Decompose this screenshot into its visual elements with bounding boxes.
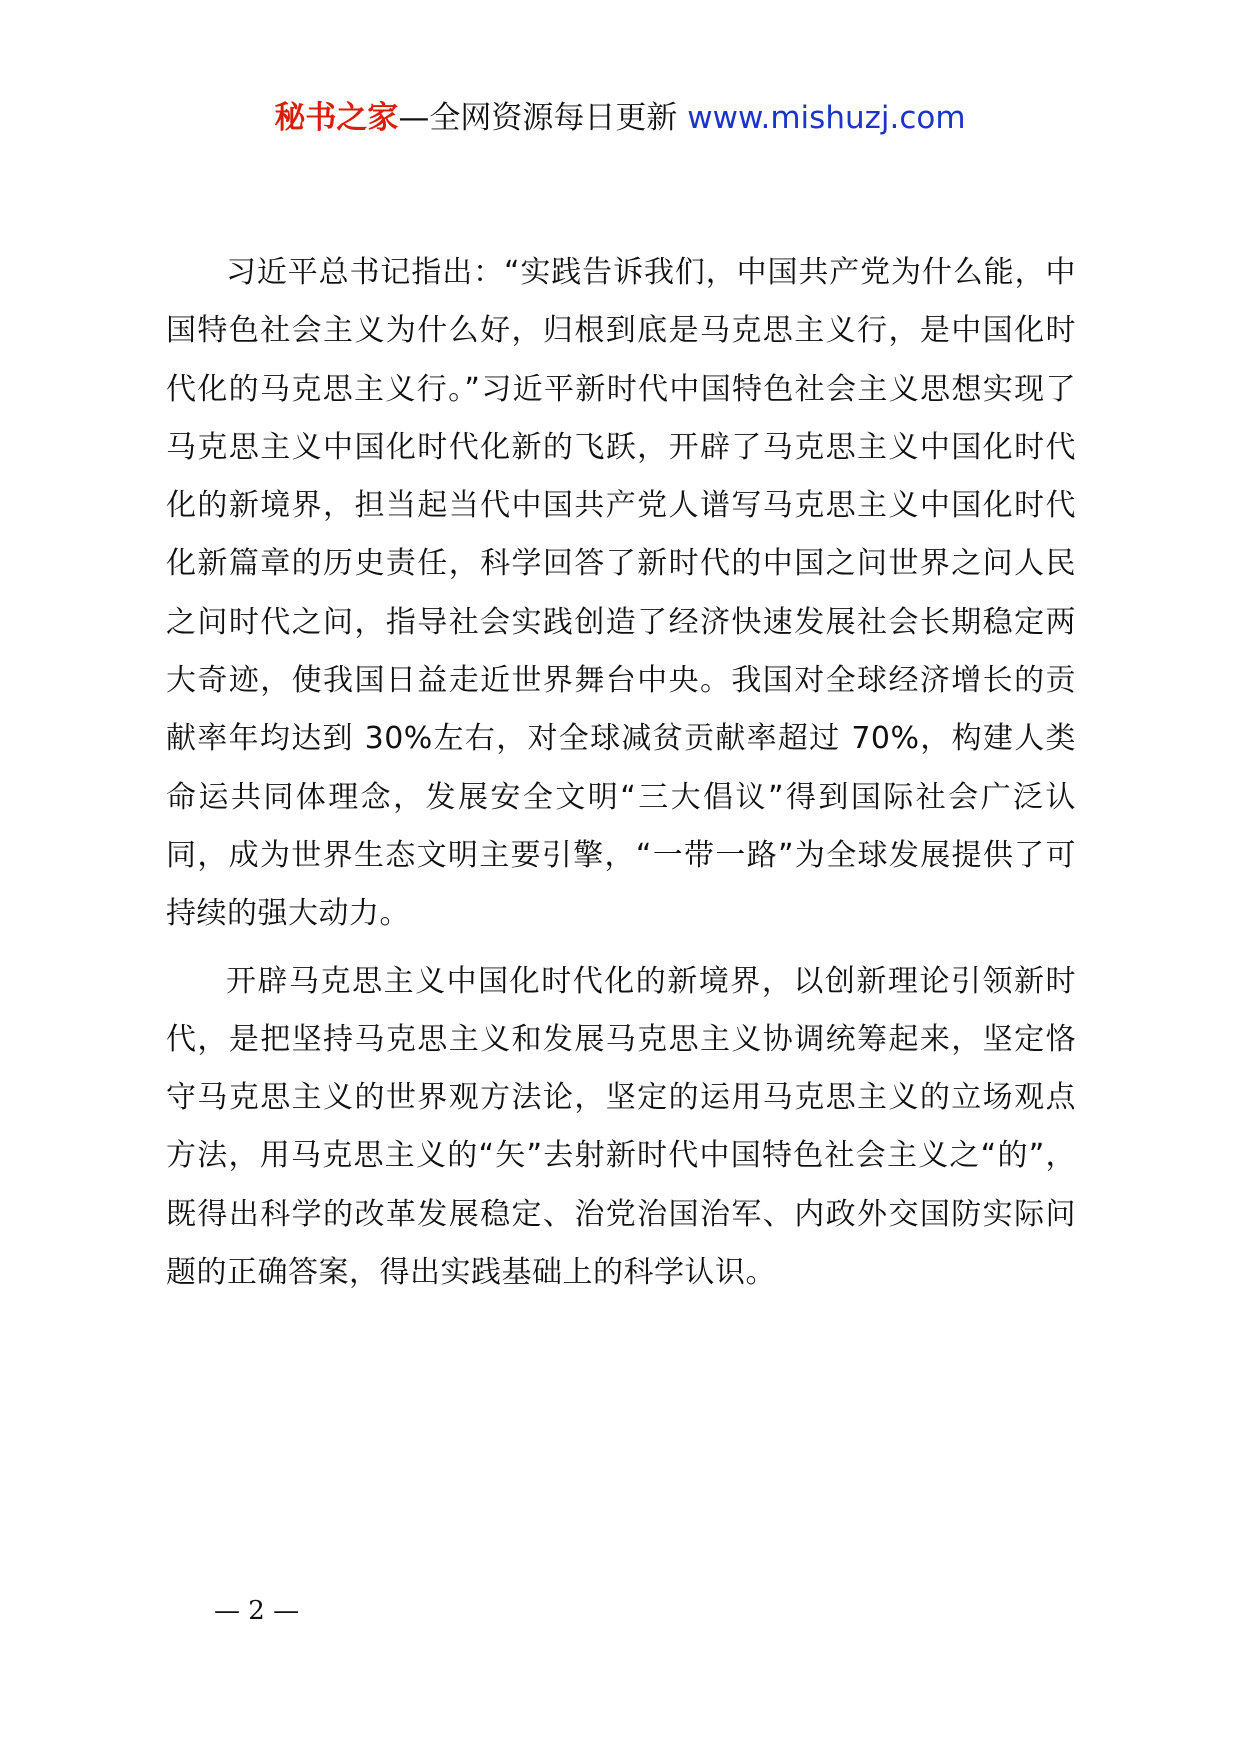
site-tagline: —全网资源每日更新 <box>398 100 678 136</box>
page-number: — 2 — <box>214 1596 300 1626</box>
site-header <box>0 98 1240 138</box>
site-url-link[interactable]: www.mishuzj.com <box>687 100 966 136</box>
site-brand: 秘书之家 <box>274 100 399 136</box>
body-paragraph-2: 开辟马克思主义中国化时代化的新境界，以创新理论引领新时代，是把坚持马克思主义和发展马克思主义协调统筹起来，坚定恪守马克思主义的世界观方法论，坚定的运用马克思主义的立场观点方法，用马克思主义的“矢”去射新时代中国特色社会主义之“的”，既得出科学的改革发展稳定、治党治国治军、内政外交国防实际问题的正确答案，得出实践基础上的科学认识。 <box>166 963 1076 1291</box>
body-paragraph-1: 习近平总书记指出：“实践告诉我们，中国共产党为什么能，中国特色社会主义为什么好，归根到底是马克思主义行，是中国化时代化的马克思主义行。”习近平新时代中国特色社会主义思想实现了马克思主义中国化时代化新的飞跃，开辟了马克思主义中国化时代化的新境界，担当起当代中国共产党人谱写马克思主义中国化时代化新篇章的历史责任，科学回答了新时代的中国之问世界之问人民之问时代之问，指导社会实践创造了经济快速发展社会长期稳定两大奇迹，使我国日益走近世界舞台中央。我国对全球经济增长的贡献率年均达到 30%左右，对全球减贫贡献率超过 70%，构建人类命运共同体理念，发展安全文明“三大倡议”得到国际社会广泛认同，成为世界生态文明主要引擎，“一带一路”为全球发展提供了可持续的强大动力。 <box>166 255 1076 932</box>
document-body <box>166 244 1076 1302</box>
